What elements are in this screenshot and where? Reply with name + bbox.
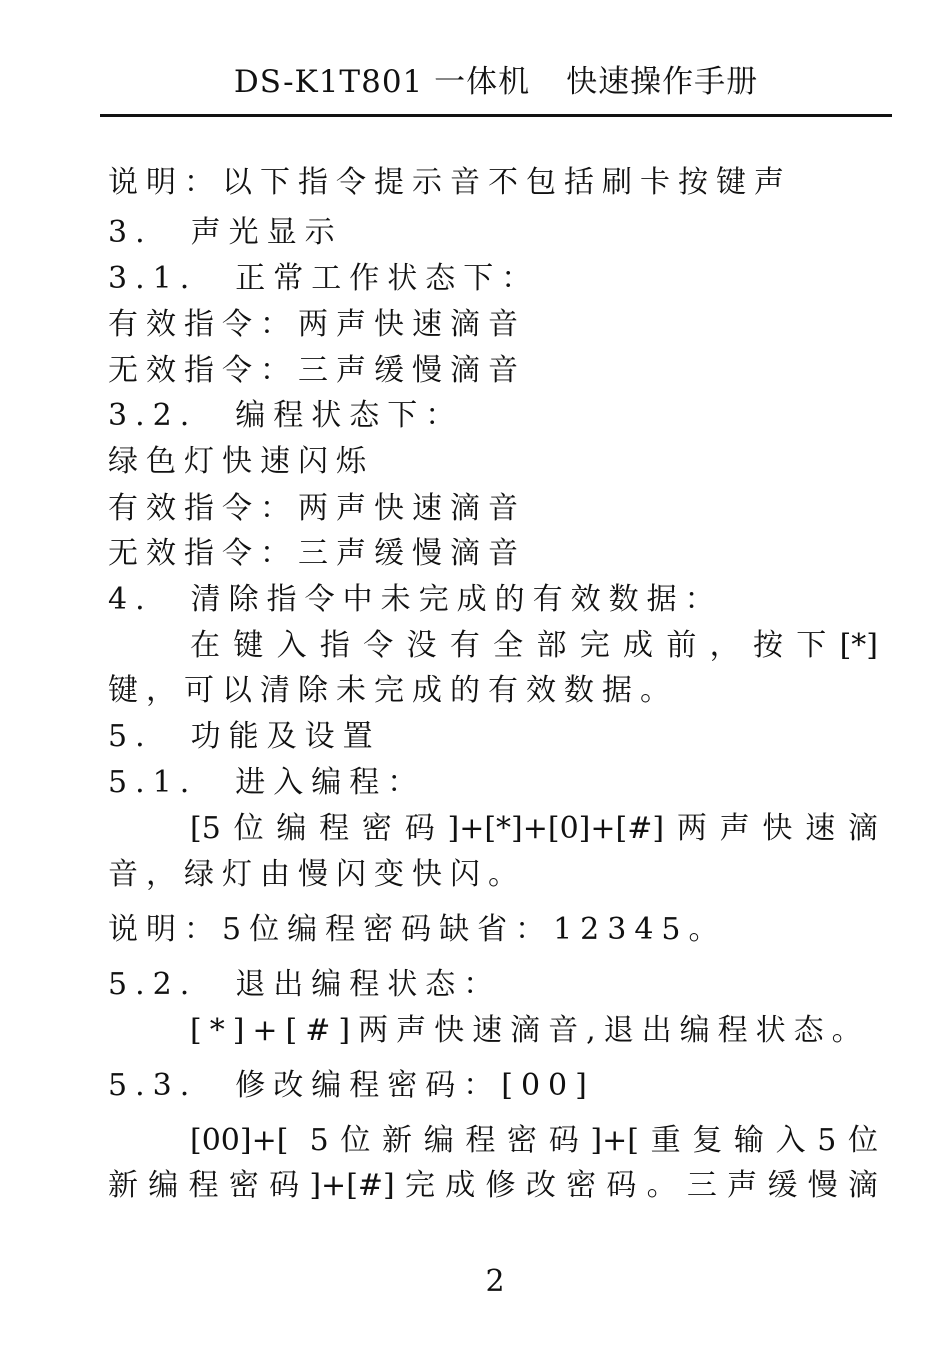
text-line: 无效指令：三声缓慢滴音 bbox=[108, 353, 526, 388]
paragraph-line: [5位编程密码]+[*]+[0]+[#]两声快速滴 bbox=[190, 811, 878, 846]
page-header bbox=[100, 60, 892, 104]
page-number: 2 bbox=[485, 1264, 505, 1299]
paragraph-line: [*]+[#]两声快速滴音,退出编程状态。 bbox=[190, 1013, 870, 1048]
header-title-left: DS-K1T801 一体机 bbox=[233, 64, 531, 100]
subsection-heading-5-1: 5.1. 进入编程： bbox=[108, 765, 426, 800]
note-default-password: 说明：5位编程密码缺省：12345。 bbox=[108, 912, 727, 947]
text-line: 无效指令：三声缓慢滴音 bbox=[108, 536, 526, 571]
paragraph-line: 音，绿灯由慢闪变快闪。 bbox=[108, 857, 526, 892]
section-heading-4: 4. 清除指令中未完成的有效数据： bbox=[108, 582, 723, 617]
note-prompt-line: 说明：以下指令提示音不包括刷卡按键声 bbox=[108, 165, 792, 200]
section-heading-5: 5. 功能及设置 bbox=[108, 719, 381, 754]
text-line: 有效指令：两声快速滴音 bbox=[108, 491, 526, 526]
paragraph-line: [00]+[ 5位新编程密码]+[重复输入5位 bbox=[190, 1123, 878, 1158]
text-line: 绿色灯快速闪烁 bbox=[108, 444, 374, 479]
paragraph-line: 键，可以清除未完成的有效数据。 bbox=[108, 673, 678, 708]
text-line: 有效指令：两声快速滴音 bbox=[108, 307, 526, 342]
section-heading-3: 3. 声光显示 bbox=[108, 215, 343, 250]
subsection-heading-5-2: 5.2. 退出编程状态： bbox=[108, 967, 502, 1002]
subsection-heading-5-3: 5.3. 修改编程密码：[00] bbox=[108, 1068, 595, 1103]
header-rule bbox=[100, 114, 892, 117]
paragraph-line: 在键入指令没有全部完成前，按下[*] bbox=[190, 628, 878, 663]
header-title-right: 快速操作手册 bbox=[566, 64, 759, 100]
subsection-heading-3-2: 3.2. 编程状态下： bbox=[108, 398, 464, 433]
paragraph-line: 新编程密码]+[#]完成修改密码。三声缓慢滴 bbox=[108, 1168, 878, 1203]
subsection-heading-3-1: 3.1. 正常工作状态下： bbox=[108, 261, 540, 296]
